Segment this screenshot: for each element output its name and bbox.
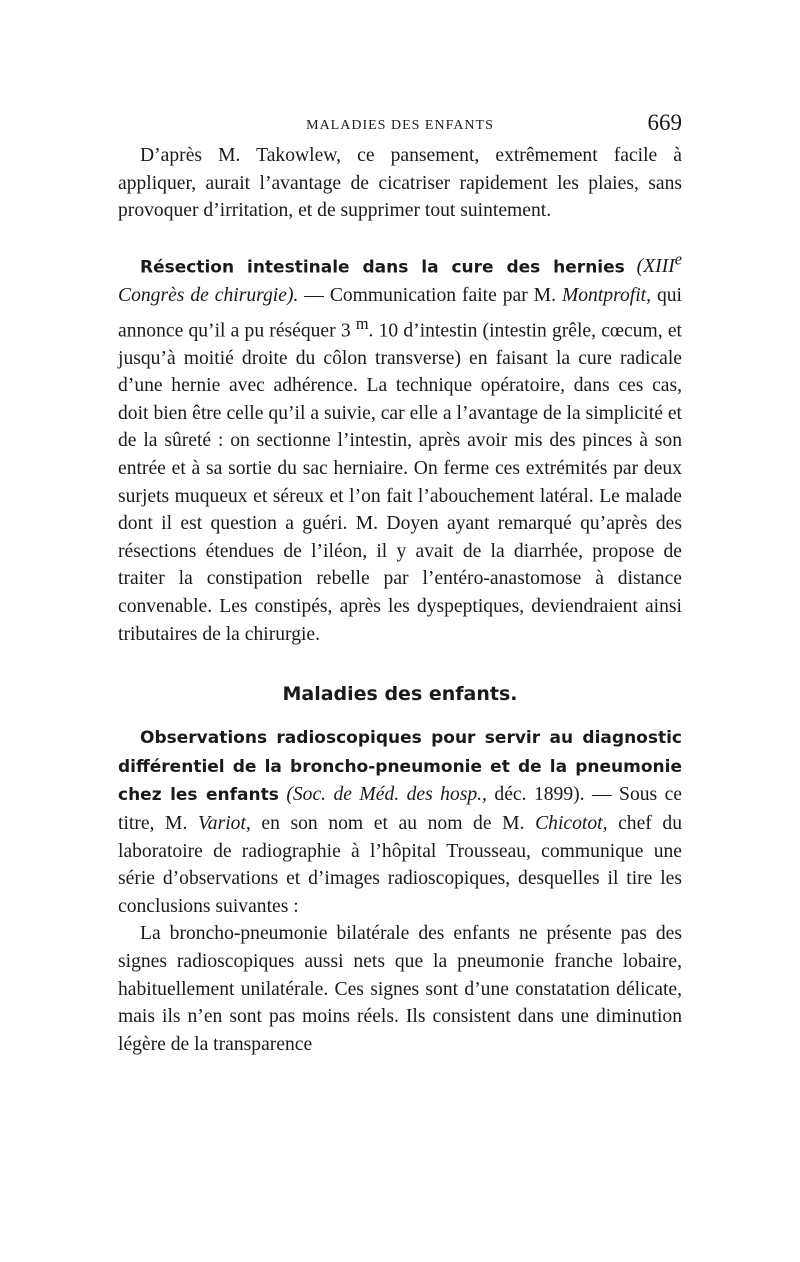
page-number: 669 — [647, 110, 682, 135]
article-text-part2: qui annonce qu’il a pu réséquer 3 — [118, 284, 682, 342]
article-heading-radioscopy: Observations radioscopiques pour servir au diagnostic différentiel de la broncho-pneumonie et de la pneumonie chez les enfants — [118, 728, 682, 806]
section-title: Maladies des enfants. — [282, 683, 518, 706]
paragraph-broncho-pneumonia: La broncho-pneumonie bilatérale des enfants ne présente pas des signes radioscopiques aussi nets que la pneumonie franche lobaire, habituellement unilatérale. Ces signes sont d’une constatation délicate, mais ils n’en sont pas moins réels. Ils consistent dans une diminution légère de la transparence — [118, 923, 682, 1055]
author-montprofit: Montprofit, — [561, 284, 652, 306]
article-text-part1b: en son nom et au nom de M. — [250, 812, 536, 834]
running-title: MALADIES DES ENFANTS — [306, 118, 494, 133]
article-heading-resection: Résection intestinale dans la cure des hernies — [140, 257, 625, 278]
paragraph-takowlew: D’après M. Takowlew, ce pansement, extrêmement facile à appliquer, aurait l’avantage de cicatriser rapidement les plaies, sans provoquer d’irritation, et de supprimer tout suintement. — [118, 145, 682, 222]
book-page — [118, 108, 682, 1058]
article-source-radioscopy: (Soc. de Méd. des hosp., — [278, 784, 487, 806]
article-text-part2b: chef du laboratoire de radiographie à l’hôpital Trousseau, communique une série d’observations et d’images radioscopiques, desquelles il tire les conclusions suivantes : — [118, 812, 682, 917]
article-resection — [118, 246, 682, 648]
source-congress: (XIII — [636, 256, 675, 278]
running-head — [118, 108, 682, 142]
unit-superscript: m — [355, 313, 369, 333]
source-superscript: e — [674, 249, 682, 269]
author-variot: Variot, — [197, 812, 251, 834]
article-radioscopy — [118, 724, 682, 920]
article-text-part1: — Communication faite par M. — [298, 284, 562, 306]
article-date: déc. 1899). — Sous ce titre, M. — [118, 784, 683, 834]
source-congress-rest: Congrès de chirurgie). — [118, 284, 299, 306]
article-text-part3: . 10 d’intestin (intestin grêle, cœcum, et jusqu’à moitié droite du côlon transverse) en faisant la cure radicale d’une hernie avec adhérence. La technique opératoire, dans ces cas, doit bien être celle qu’il a suivie, car elle a l’avantage de la simplicité et de la sûreté : on sectionne l’intestin, après avoir mis des pinces à son entrée et à sa sortie du sac herniaire. On ferme ces extrémités par deux surjets muqueux et séreux et l’on fait l’abouchement latéral. Le malade dont il est question a guéri. M. Doyen ayant remarqué qu’après des résections étendues de l’iléon, il y avait de la diarrhée, propose de traiter la constipation rebelle par l’entéro-anastomose à distance convenable. Les constipés, après les dyspeptiques, deviendraient ainsi tributaires de la chirurgie. — [118, 320, 682, 645]
author-chicotot: Chicotot, — [535, 812, 608, 834]
